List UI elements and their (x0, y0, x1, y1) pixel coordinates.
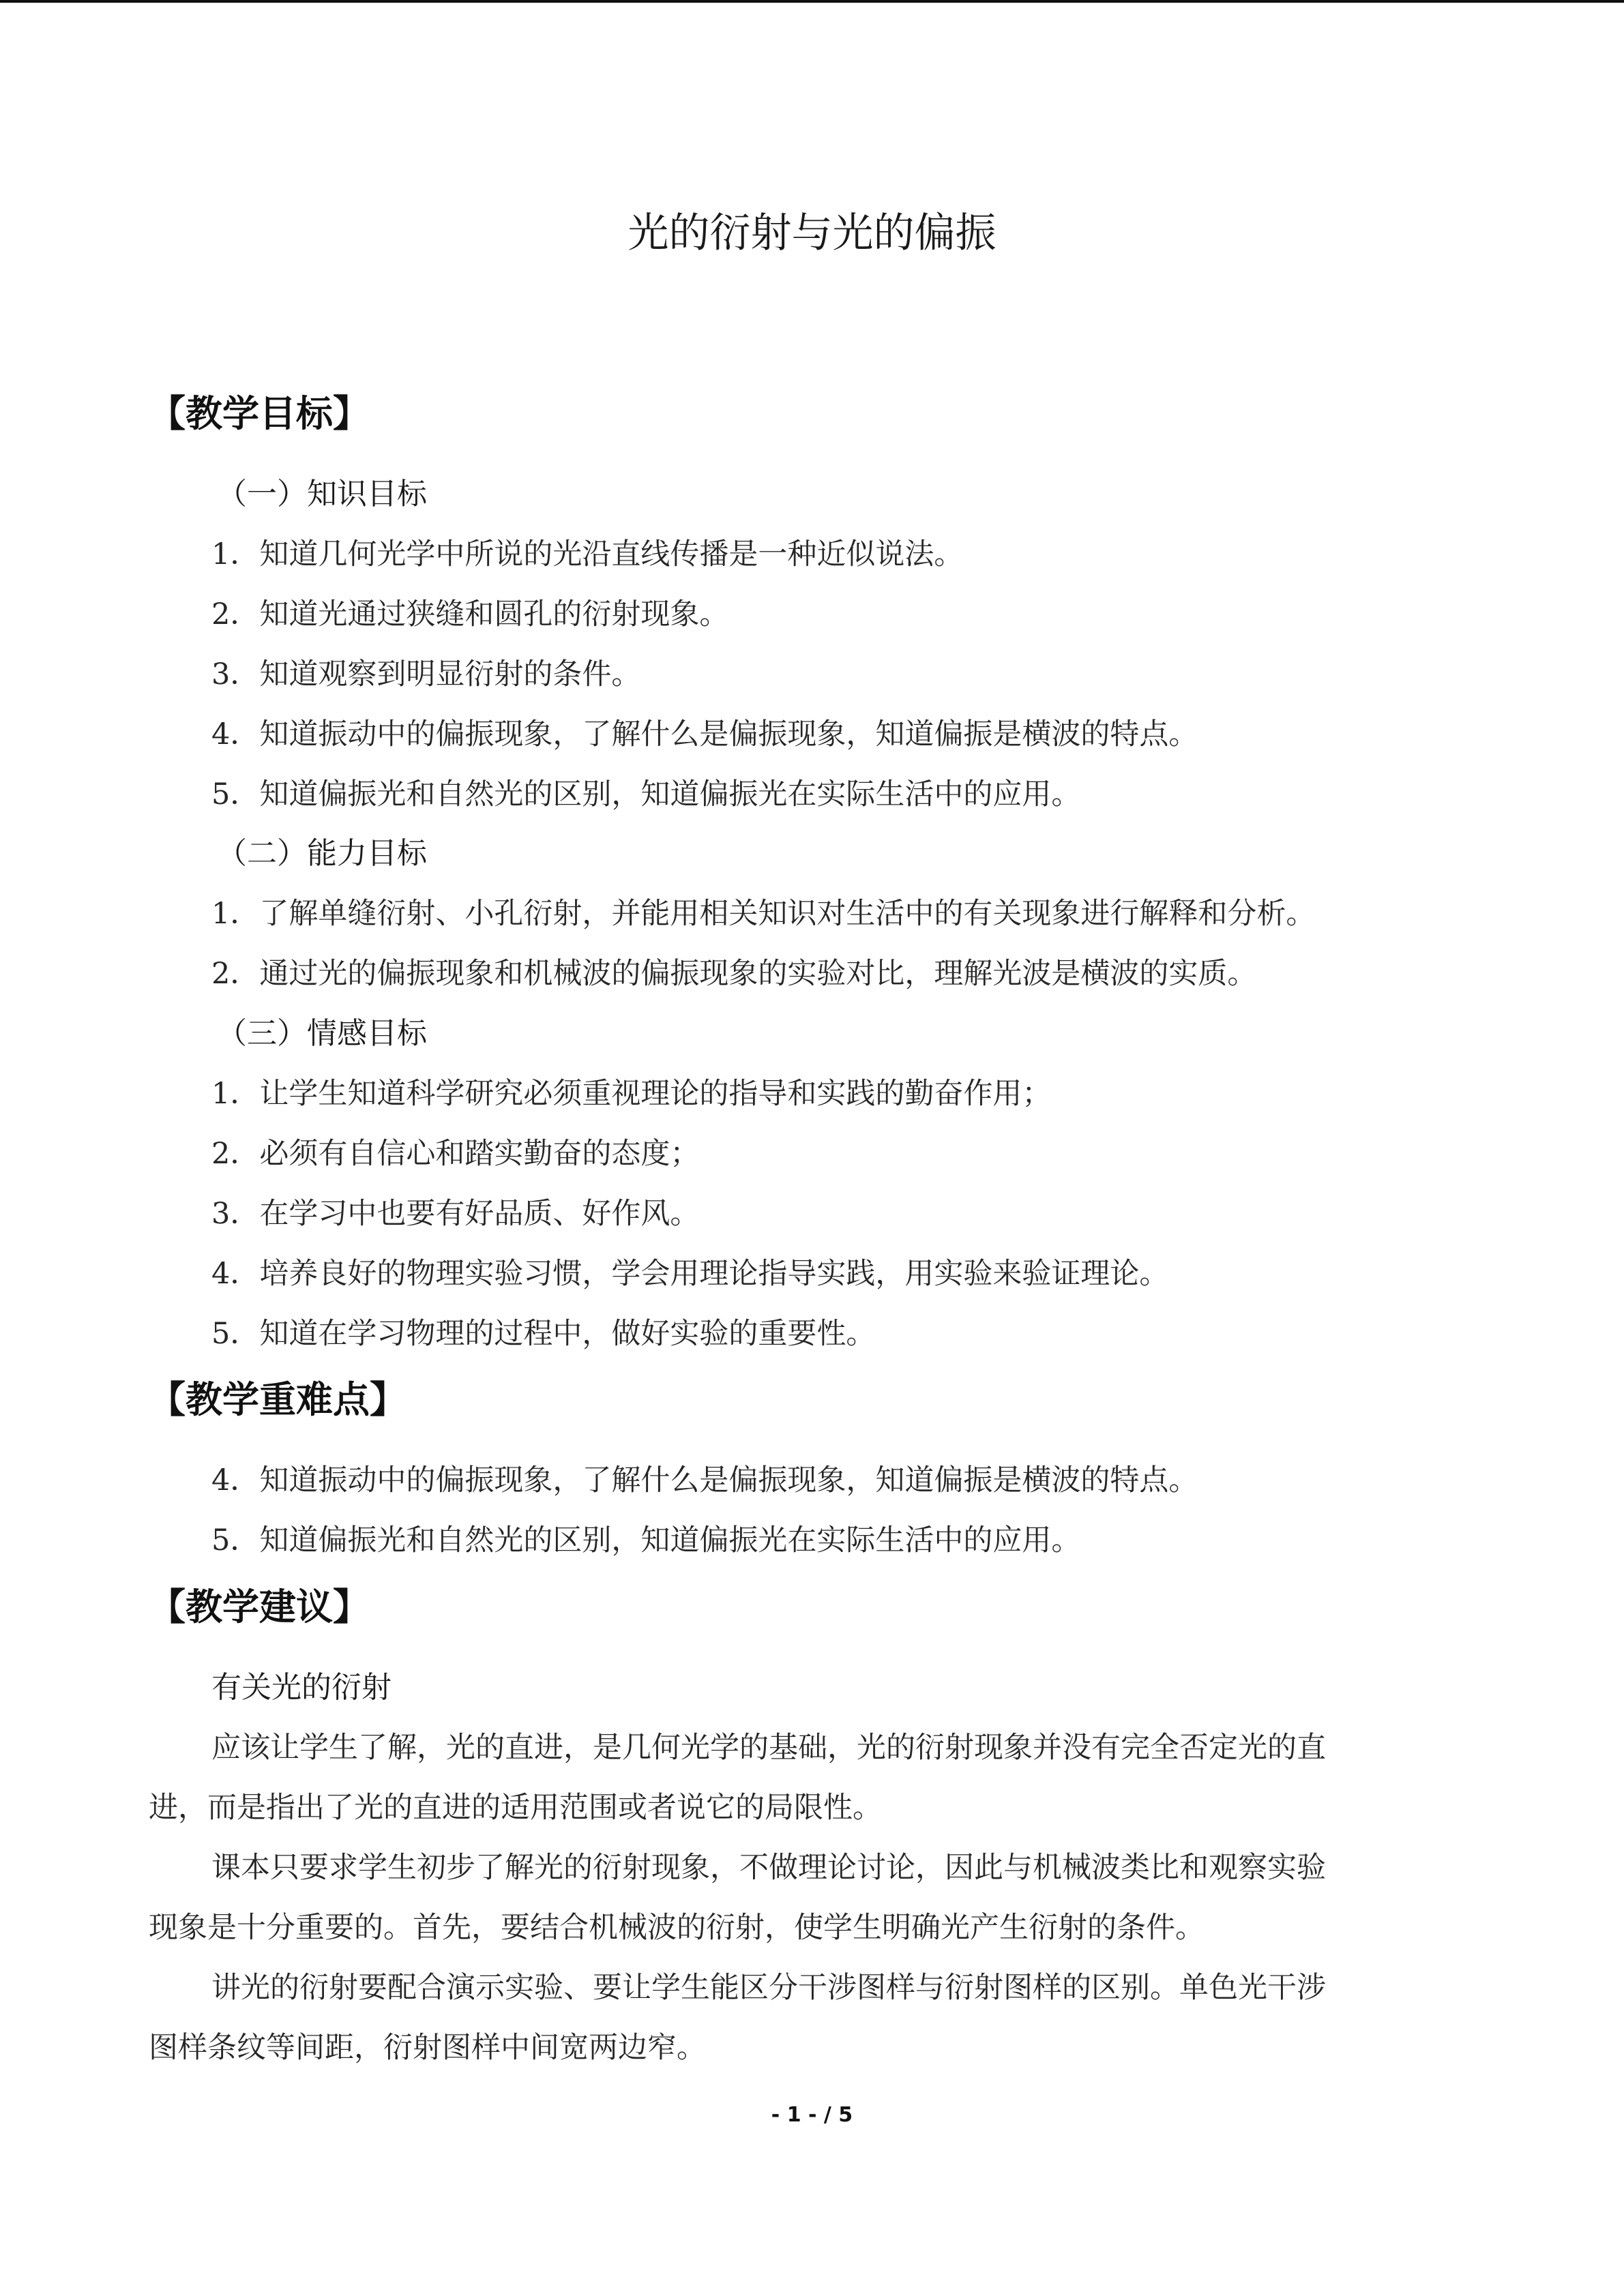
list-item: 1．知道几何光学中所说的光沿直线传播是一种近似说法。 (211, 537, 964, 571)
section-heading-suggestions: 【教学建议】 (149, 1585, 370, 1628)
subheading-emotion: （三）情感目标 (217, 1016, 427, 1051)
paragraph-line: 现象是十分重要的。首先，要结合机械波的衍射，使学生明确光产生衍射的条件。 (149, 1911, 1205, 1945)
list-item: 5．知道在学习物理的过程中，做好实验的重要性。 (211, 1317, 876, 1351)
list-item: 5．知道偏振光和自然光的区别，知道偏振光在实际生活中的应用。 (211, 777, 1081, 811)
paragraph-line: 进，而是指出了光的直进的适用范围或者说它的局限性。 (149, 1791, 882, 1825)
list-item: 2．通过光的偏振现象和机械波的偏振现象的实验对比，理解光波是横波的实质。 (211, 957, 1257, 991)
paragraph-line: 图样条纹等间距，衍射图样中间宽两边窄。 (149, 2031, 706, 2065)
page-top-border (0, 0, 1624, 3)
list-item: 3．在学习中也要有好品质、好作风。 (211, 1197, 700, 1231)
list-item: 1．了解单缝衍射、小孔衍射，并能用相关知识对生活中的有关现象进行解释和分析。 (211, 897, 1316, 931)
paragraph-subtitle: 有关光的衍射 (211, 1670, 392, 1705)
list-item: 2．知道光通过狭缝和圆孔的衍射现象。 (211, 597, 729, 631)
list-item: 5．知道偏振光和自然光的区别，知道偏振光在实际生活中的应用。 (211, 1523, 1081, 1557)
list-item: 4．知道振动中的偏振现象，了解什么是偏振现象，知道偏振是横波的特点。 (211, 1463, 1198, 1497)
list-item: 1．让学生知道科学研究必须重视理论的指导和实践的勤奋作用； (211, 1077, 1052, 1111)
list-item: 3．知道观察到明显衍射的条件。 (211, 657, 641, 691)
paragraph-line: 讲光的衍射要配合演示实验、要让学生能区分干涉图样与衍射图样的区别。单色光干涉 (211, 1971, 1326, 2005)
subheading-ability: （二）能力目标 (217, 836, 427, 871)
section-heading-objectives: 【教学目标】 (149, 392, 370, 435)
list-item: 4．培养良好的物理实验习惯，学会用理论指导实践，用实验来验证理论。 (211, 1257, 1169, 1291)
subheading-knowledge: （一）知识目标 (217, 477, 427, 511)
paragraph-line: 应该让学生了解，光的直进，是几何光学的基础，光的衍射现象并没有完全否定光的直 (211, 1731, 1326, 1765)
paragraph-line: 课本只要求学生初步了解光的衍射现象，不做理论讨论，因此与机械波类比和观察实验 (211, 1851, 1326, 1885)
page-title: 光的衍射与光的偏振 (628, 209, 996, 257)
page-number: - 1 - / 5 (771, 2103, 853, 2127)
section-heading-key-points: 【教学重难点】 (149, 1378, 407, 1421)
list-item: 4．知道振动中的偏振现象，了解什么是偏振现象，知道偏振是横波的特点。 (211, 717, 1198, 751)
list-item: 2．必须有自信心和踏实勤奋的态度； (211, 1137, 700, 1171)
